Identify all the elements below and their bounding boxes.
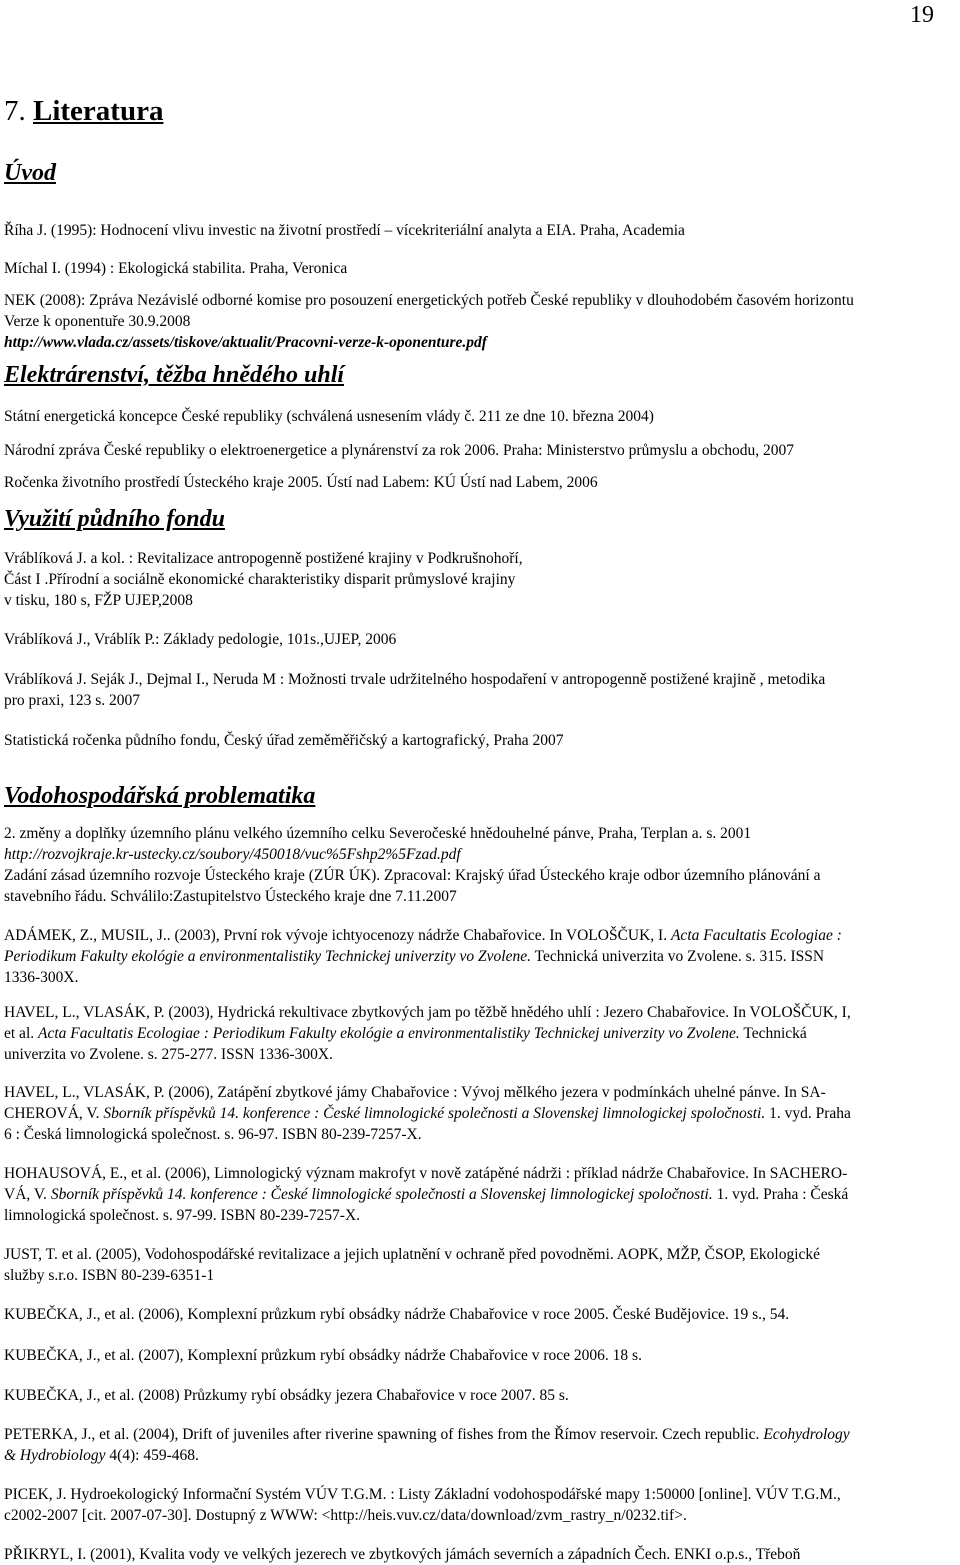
page-number: 19 (910, 2, 934, 28)
reference-line: Statistická ročenka půdního fondu, Český úřad zeměměřičský a kartografický, Praha 2007 (4, 732, 564, 749)
reference-line: 1336-300X. (4, 969, 79, 986)
ref-text: CHEROVÁ, V. (4, 1105, 104, 1122)
ref-text: et al. (4, 1025, 38, 1042)
ref-italic: & Hydrobiology (4, 1447, 106, 1464)
reference-line: JUST, T. et al. (2005), Vodohospodářské revitalizace a jejich uplatnění v ochraně před povodněmi. AOPK, MŽP, ČSOP, Ekologické (4, 1246, 821, 1263)
chapter-title: Literatura (33, 95, 164, 127)
reference-line: Verze k oponentuře 30.9.2008 (4, 313, 191, 330)
reference-line: Ročenka životního prostředí Ústeckého kraje 2005. Ústí nad Labem: KÚ Ústí nad Labem, 2006 (4, 474, 598, 491)
ref-text: VÁ, V. (4, 1186, 51, 1203)
reference-line: Míchal I. (1994) : Ekologická stabilita. Praha, Veronica (4, 260, 348, 277)
ref-italic: Sborník příspěvků 14. konference : České limnologické společnosti a Slovenskej limnologickej spoločnosti. (103, 1105, 766, 1122)
reference-line: univerzita vo Zvolene. s. 275-277. ISSN 1336-300X. (4, 1046, 333, 1063)
reference-line (4, 1424, 850, 1445)
reference-line: KUBEČKA, J., et al. (2008) Průzkumy rybí obsádky jezera Chabařovice v roce 2007. 85 s. (4, 1387, 569, 1404)
reference-line: Část I .Přírodní a sociálně ekonomické charakteristiky disparit průmyslové krajiny (4, 571, 516, 588)
reference-line: v tisku, 180 s, FŽP UJEP,2008 (4, 592, 193, 609)
reference-line: NEK (2008): Zpráva Nezávislé odborné komise pro posouzení energetických potřeb České republiky v dlouhodobém časovém horizontu (4, 292, 854, 309)
ref-text: Technická (739, 1025, 807, 1042)
ref-text: 4(4): 459-468. (105, 1447, 199, 1464)
reference-line: PICEK, J. Hydroekologický Informační Systém VÚV T.G.M. : Listy Základní vodohospodářské mapy 1:50000 [online]. VÚV T.G.M., (4, 1486, 841, 1503)
reference-line: Vráblíková J. a kol. : Revitalizace antropogenně postižené krajiny v Podkrušnohoří, (4, 550, 523, 567)
reference-line: Státní energetická koncepce České republiky (schválená usnesením vlády č. 211 ze dne 10. března 2004) (4, 408, 654, 425)
reference-line: Vráblíková J., Vráblík P.: Základy pedologie, 101s.,UJEP, 2006 (4, 631, 397, 648)
reference-line (4, 925, 842, 946)
reference-line: KUBEČKA, J., et al. (2006), Komplexní průzkum rybí obsádky nádrže Chabařovice v roce 2005. České Budějovice. 19 s., 54. (4, 1306, 790, 1323)
reference-line: Vráblíková J. Seják J., Dejmal I., Neruda M : Možnosti trvale udržitelného hospodaření v antropogenně postižené krajině , metodika (4, 671, 826, 688)
reference-line: PŘIKRYL, I. (2001), Kvalita vody ve velkých jezerech ve zbytkových jámách severních a západních Čech. ENKI o.p.s., Třeboň (4, 1546, 801, 1563)
reference-line: limnologická společnost. s. 97-99. ISBN 80-239-7257-X. (4, 1207, 361, 1224)
reference-line: HAVEL, L., VLASÁK, P. (2006), Zatápění zbytkové jámy Chabařovice : Vývoj mělkého jezera v podmínkách uhelné pánve. In SA- (4, 1084, 826, 1101)
section-vodohospodarska: Vodohospodářská problematika (4, 783, 316, 809)
section-uvod: Úvod (4, 160, 56, 186)
reference-line (4, 946, 824, 967)
ref-text: 1. vyd. Praha : Česká (712, 1186, 849, 1203)
ref-italic: Ecohydrology (763, 1426, 850, 1443)
chapter-number: 7. (4, 95, 33, 127)
ref-text: ADÁMEK, Z., MUSIL, J.. (2003), První rok vývoje ichtyocenozy nádrže Chabařovice. In VOLOŠČUK, I. (4, 927, 671, 944)
reference-line (4, 1023, 807, 1044)
ref-text: 1. vyd. Praha (765, 1105, 851, 1122)
reference-line: služby s.r.o. ISBN 80-239-6351-1 (4, 1267, 215, 1284)
ref-italic: Acta Facultatis Ecologiae : Periodikum Fakulty ekológie a environmentalistiky Technickej univerzity vo Zvolene. (38, 1025, 740, 1042)
reference-line: 6 : Česká limnologická společnost. s. 96-97. ISBN 80-239-7257-X. (4, 1126, 422, 1143)
section-vyuziti: Využití půdního fondu (4, 506, 225, 532)
reference-line: KUBEČKA, J., et al. (2007), Komplexní průzkum rybí obsádky nádrže Chabařovice v roce 2006. 18 s. (4, 1347, 642, 1364)
reference-line: Říha J. (1995): Hodnocení vlivu investic na životní prostředí – vícekriteriální analyta a EIA. Praha, Academia (4, 222, 685, 239)
section-elektrarenstvi: Elektrárenství, těžba hnědého uhlí (4, 362, 345, 388)
chapter-heading (4, 95, 163, 128)
ref-italic: Sborník příspěvků 14. konference : České limnologické společnosti a Slovenskej limnologickej spoločnosti. (50, 1186, 713, 1203)
ref-italic: Periodikum Fakulty ekológie a environmentalistiky Technickej univerzity vo Zvolene. (4, 948, 531, 965)
ref-text: Technická univerzita vo Zvolene. s. 315. ISSN (530, 948, 825, 965)
reference-line (4, 1445, 199, 1466)
reference-url[interactable]: http://www.vlada.cz/assets/tiskove/aktualit/Pracovni-verze-k-oponenture.pdf (4, 334, 487, 351)
reference-line (4, 1184, 848, 1205)
reference-line: HOHAUSOVÁ, E., et al. (2006), Limnologický význam makrofyt v nově zatápěné nádrži : příklad nádrže Chabařovice. In SACHERO- (4, 1165, 848, 1182)
reference-line: c2002-2007 [cit. 2007-07-30]. Dostupný z WWW: <http://heis.vuv.cz/data/download/zvm_rastry_n/0232.tif>. (4, 1507, 687, 1524)
reference-url[interactable] (4, 844, 461, 865)
reference-line: stavebního řádu. Schválilo:Zastupitelstvo Ústeckého kraje dne 7.11.2007 (4, 888, 457, 905)
reference-line: pro praxi, 123 s. 2007 (4, 692, 141, 709)
reference-line: Zadání zásad územního rozvoje Ústeckého kraje (ZÚR ÚK). Zpracoval: Krajský úřad Ústeckého kraje odbor územního plánování a (4, 867, 821, 884)
ref-text: PETERKA, J., et al. (2004), Drift of juveniles after riverine spawning of fishes from the Římov reservoir. Czech republic. (4, 1426, 764, 1443)
reference-line: HAVEL, L., VLASÁK, P. (2003), Hydrická rekultivace zbytkových jam po těžbě hnědého uhlí : Jezero Chabařovice. In VOLOŠČUK, I, (4, 1004, 851, 1021)
reference-line: Národní zpráva České republiky o elektroenergetice a plynárenství za rok 2006. Praha: Ministerstvo průmyslu a obchodu, 2007 (4, 442, 795, 459)
reference-line: 2. změny a doplňky územního plánu velkého územního celku Severočeské hnědouhelné pánve, Praha, Terplan a. s. 2001 (4, 825, 752, 842)
ref-italic: Acta Facultatis Ecologiae : (670, 927, 842, 944)
reference-line (4, 1103, 851, 1124)
url-text[interactable]: http://rozvojkraje.kr-ustecky.cz/soubory/450018/vuc%5Fshp2%5Fzad.pdf (4, 846, 461, 863)
